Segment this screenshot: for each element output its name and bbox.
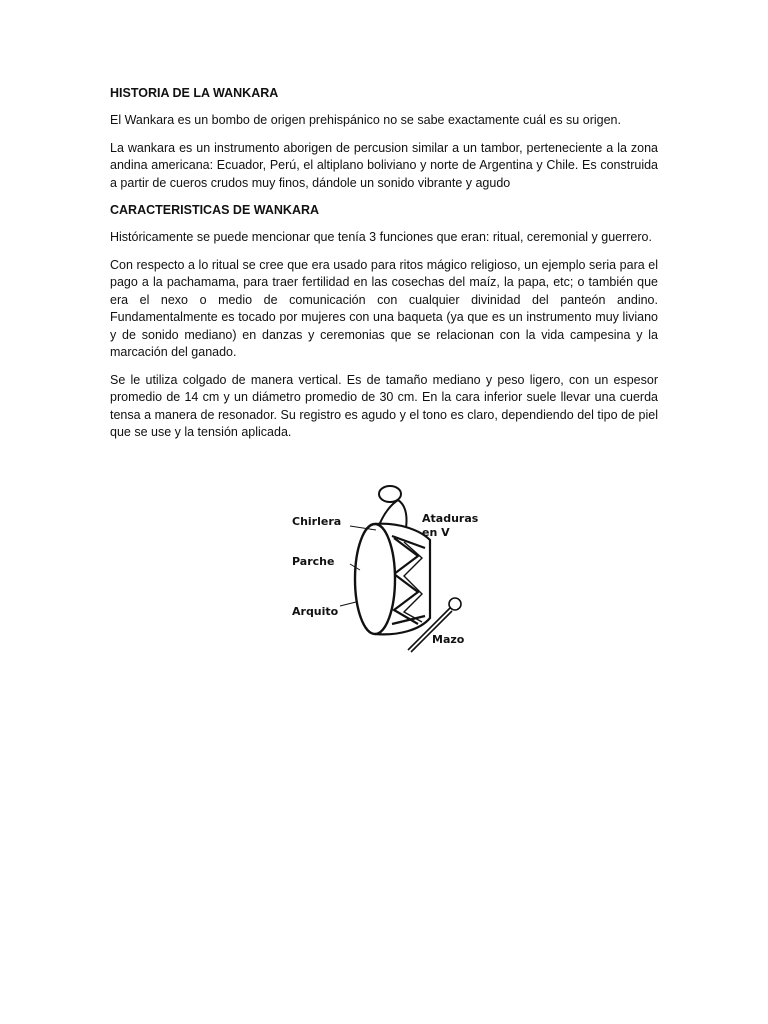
label-chirlera: Chirlera [292, 515, 342, 528]
paragraph-origen: El Wankara es un bombo de origen prehispánico no se sabe exactamente cuál es su origen. [110, 113, 621, 127]
label-mazo: Mazo [432, 633, 465, 646]
document-page [110, 85, 658, 452]
drum-head-drawing [355, 524, 395, 634]
wankara-diagram [280, 478, 500, 653]
heading-historia: HISTORIA DE LA WANKARA [110, 86, 279, 100]
paragraph-funciones: Históricamente se puede mencionar que tenía 3 funciones que eran: ritual, ceremonial y guerrero. [110, 230, 652, 244]
label-parche: Parche [292, 555, 335, 568]
strap-drawing [378, 486, 407, 528]
label-ataduras: Ataduras [422, 512, 479, 525]
label-en-v: en V [422, 526, 450, 539]
paragraph-ritual: Con respecto a lo ritual se cree que era usado para ritos mágico religioso, un ejemplo seria para el pago a la pachamama, para traer fertilidad en las cosechas del maíz, la papa, etc; o también que era el nexo o medio de comunicación con cualquier divinidad del panteón andino. Fundamentalmente es tocado por mujeres con una baqueta (ya que es un instrumento muy liviano y de sonido mediano) en danzas y ceremonias que se relacionan con la vida campesina y la marcación del ganado. [110, 257, 658, 359]
label-arquito: Arquito [292, 605, 339, 618]
heading-caracteristicas: CARACTERISTICAS DE WANKARA [110, 203, 320, 217]
paragraph-uso: Se le utiliza colgado de manera vertical. Es de tamaño mediano y peso ligero, con un espesor promedio de 14 cm y un diámetro promedio de 30 cm. En la cara inferior suele llevar una cuerda tensa a manera de resonador. Su registro es agudo y el tono es claro, dependiendo del tipo de piel que se use y la tensión aplicada. [110, 372, 658, 439]
paragraph-descripcion: La wankara es un instrumento aborigen de percusion similar a un tambor, perteneciente a la zona andina americana: Ecuador, Perú, el altiplano boliviano y norte de Argentina y Chile. Es construida a partir de cueros crudos muy finos, dándole un sonido vibrante y agudo [110, 140, 658, 190]
